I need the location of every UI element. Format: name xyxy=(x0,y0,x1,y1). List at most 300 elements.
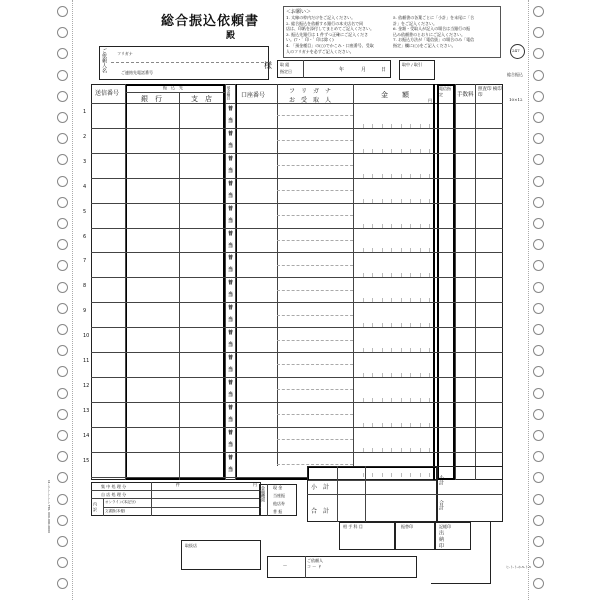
digit-tick xyxy=(391,149,392,153)
row-divider xyxy=(91,128,503,129)
digit-tick xyxy=(363,298,364,302)
row-divider xyxy=(91,153,503,154)
subtotal-label: 小 計 xyxy=(311,484,330,491)
header-seq: 送信番号 xyxy=(95,90,120,97)
digit-tick xyxy=(410,323,411,327)
header-branch: 支 店 xyxy=(191,95,212,103)
digit-tick xyxy=(391,373,392,377)
summary-uchi-label: 内 訳 xyxy=(93,502,98,512)
tractor-hole xyxy=(533,557,544,568)
date-year: 年 xyxy=(339,67,345,73)
digit-tick xyxy=(420,124,421,128)
col-line-type-l xyxy=(225,84,226,480)
furigana-divider xyxy=(277,389,353,390)
summary-row-3 xyxy=(103,507,261,508)
row-number: 9 xyxy=(83,308,87,315)
tractor-hole xyxy=(57,472,68,483)
tractor-hole xyxy=(57,451,68,462)
tractor-hole xyxy=(57,6,68,17)
digit-tick xyxy=(401,199,402,203)
form-title: 総合振込依頼書 xyxy=(161,14,260,29)
summary-row-label-1: 集 中 処 理 分 xyxy=(101,484,127,489)
handling-branch-label: 取扱店 xyxy=(185,543,197,548)
tractor-hole xyxy=(533,48,544,59)
account-type-current[interactable]: 当 xyxy=(228,242,234,249)
tractor-hole xyxy=(533,472,544,483)
tractor-hole xyxy=(57,27,68,38)
account-type-current[interactable]: 当 xyxy=(228,167,234,174)
digit-tick xyxy=(429,398,430,402)
col-line-fee-l xyxy=(455,84,456,480)
digit-tick xyxy=(382,423,383,427)
right-subtotal-divider xyxy=(437,494,503,495)
digit-tick xyxy=(401,448,402,452)
digit-tick xyxy=(420,174,421,178)
digit-tick xyxy=(372,149,373,153)
tractor-hole xyxy=(57,112,68,123)
account-type-current[interactable]: 当 xyxy=(228,416,234,423)
account-type-ordinary[interactable]: 普 xyxy=(228,429,234,436)
note-line: 1. 太線の枠内だけをご記入ください。 xyxy=(286,15,356,20)
note-line: 込み依頼書のとおりにご記入ください。 xyxy=(393,31,465,37)
account-type-current[interactable]: 当 xyxy=(228,391,234,398)
deposit-item-1: 現 金 xyxy=(273,485,283,490)
transfer-stamp-label: 振替印 xyxy=(401,524,413,529)
digit-tick xyxy=(382,174,383,178)
header-bank: 銀 行 xyxy=(141,95,162,103)
digit-tick xyxy=(401,298,402,302)
total-label: 合 計 xyxy=(311,508,330,515)
note-line: 指定」欄に(○)をご記入ください。 xyxy=(393,43,456,48)
tractor-hole xyxy=(57,218,68,229)
row-number: 6 xyxy=(83,233,87,240)
header-amount: 金 額 xyxy=(381,91,409,99)
account-type-ordinary[interactable]: 普 xyxy=(228,454,234,461)
digit-tick xyxy=(410,124,411,128)
tractor-hole xyxy=(533,409,544,420)
date-divider xyxy=(303,60,304,78)
summary-uchi-divider xyxy=(103,498,104,516)
bank-header-split xyxy=(125,92,225,93)
digit-tick xyxy=(410,149,411,153)
digit-tick xyxy=(410,224,411,228)
transfer-request-form xyxy=(47,0,531,600)
digit-tick xyxy=(429,199,430,203)
row-divider xyxy=(91,327,503,328)
digit-tick xyxy=(363,423,364,427)
note-line: い。(ﾏ・ﾞ 印・ﾟ 印は除く) xyxy=(286,37,334,43)
digit-tick xyxy=(401,149,402,153)
digit-tick xyxy=(401,124,402,128)
digit-tick xyxy=(401,423,402,427)
furigana-divider xyxy=(277,140,353,141)
tractor-hole xyxy=(57,324,68,335)
tractor-hole xyxy=(533,133,544,144)
digit-tick xyxy=(372,323,373,327)
row-divider xyxy=(91,203,503,204)
digit-tick xyxy=(372,199,373,203)
digit-tick xyxy=(363,248,364,252)
tractor-hole xyxy=(57,366,68,377)
digit-tick xyxy=(391,273,392,277)
digit-tick xyxy=(401,273,402,277)
requester-code-label: ご依頼人 コ ー ド xyxy=(307,558,323,569)
digit-tick xyxy=(410,398,411,402)
side-size: 10×12 xyxy=(509,97,523,102)
row-number: 14 xyxy=(83,432,90,439)
digit-tick xyxy=(391,174,392,178)
tractor-hole xyxy=(533,218,544,229)
account-type-ordinary[interactable]: 普 xyxy=(228,330,234,337)
row-number: 13 xyxy=(83,407,90,414)
requester-divider xyxy=(111,62,269,63)
fee-subject-label: 相 手 科 目 xyxy=(343,524,363,529)
note-line: 店は、印紙を添付してまとめてご記入ください。 xyxy=(286,26,374,32)
tractor-hole xyxy=(533,91,544,102)
digit-tick xyxy=(420,199,421,203)
account-amount-frame xyxy=(235,84,435,480)
digit-tick xyxy=(410,248,411,252)
digit-tick xyxy=(372,273,373,277)
row-divider xyxy=(91,178,503,179)
account-type-current[interactable]: 当 xyxy=(228,342,234,349)
row-divider xyxy=(91,377,503,378)
digit-tick xyxy=(382,224,383,228)
note-line: 計」をご記入ください。 xyxy=(393,20,437,26)
tractor-hole xyxy=(533,536,544,547)
sama-label: 様 xyxy=(264,61,272,70)
digit-tick xyxy=(410,373,411,377)
account-type-ordinary[interactable]: 普 xyxy=(228,255,234,262)
row-divider xyxy=(91,477,307,478)
digit-tick xyxy=(429,124,430,128)
digit-tick xyxy=(401,323,402,327)
date-day: 日 xyxy=(381,67,387,73)
digit-tick xyxy=(420,373,421,377)
digit-tick xyxy=(391,398,392,402)
digit-tick xyxy=(363,398,364,402)
digit-tick xyxy=(420,398,421,402)
digit-tick xyxy=(391,124,392,128)
deposit-label: 金融機関 xyxy=(261,486,266,502)
account-type-current[interactable]: 当 xyxy=(228,217,234,224)
digit-tick xyxy=(429,224,430,228)
digit-tick xyxy=(401,224,402,228)
digit-tick xyxy=(372,224,373,228)
requester-code-box xyxy=(267,556,417,578)
digit-tick xyxy=(382,199,383,203)
account-type-ordinary[interactable]: 普 xyxy=(228,379,234,386)
row-number: 2 xyxy=(83,133,87,140)
furigana-label: フリガナ xyxy=(117,51,133,56)
summary-row-2 xyxy=(91,498,261,499)
deposit-label-divider xyxy=(267,484,268,516)
tractor-hole xyxy=(57,197,68,208)
account-type-ordinary[interactable]: 普 xyxy=(228,130,234,137)
header-check: 照査印 検印印 xyxy=(478,87,502,98)
digit-tick xyxy=(382,398,383,402)
row-divider xyxy=(91,277,503,278)
digit-tick xyxy=(372,248,373,252)
digit-tick xyxy=(363,149,364,153)
side-bottom: ヒ-ト-ト-ホ-5-ト-5 xyxy=(506,565,531,569)
row-number: 4 xyxy=(83,183,87,190)
row-divider xyxy=(91,402,503,403)
digit-tick xyxy=(363,348,364,352)
digit-tick xyxy=(372,373,373,377)
digit-tick xyxy=(429,323,430,327)
account-type-ordinary[interactable]: 普 xyxy=(228,305,234,312)
digit-tick xyxy=(363,224,364,228)
tractor-hole xyxy=(533,282,544,293)
right-total-label: 合計 xyxy=(438,500,444,510)
header-account-type: 預金種目 xyxy=(227,86,231,100)
summary-row-label-4: 文書扱(本便) xyxy=(105,509,126,513)
digit-tick xyxy=(382,248,383,252)
digit-tick xyxy=(391,323,392,327)
digit-tick xyxy=(391,423,392,427)
digit-tick xyxy=(429,448,430,452)
account-type-current[interactable]: 当 xyxy=(228,292,234,299)
deposit-item-2: 当座振 xyxy=(273,493,285,498)
row-number: 12 xyxy=(83,382,90,389)
header-telegraph: 電信指定 xyxy=(439,86,451,97)
digit-tick xyxy=(410,448,411,452)
digit-tick xyxy=(420,224,421,228)
digit-tick xyxy=(410,199,411,203)
digit-tick xyxy=(363,199,364,203)
digit-tick xyxy=(382,273,383,277)
row-number: 15 xyxy=(83,457,90,464)
subtotal-label-divider xyxy=(337,466,338,522)
digit-tick xyxy=(420,248,421,252)
bank-branch-frame xyxy=(125,84,225,480)
furigana-divider xyxy=(277,439,353,440)
digit-tick xyxy=(401,398,402,402)
tractor-hole xyxy=(533,515,544,526)
digit-tick xyxy=(372,174,373,178)
row-divider xyxy=(91,252,503,253)
furigana-divider xyxy=(277,340,353,341)
digit-tick xyxy=(382,373,383,377)
digit-tick xyxy=(363,124,364,128)
account-type-current[interactable]: 当 xyxy=(228,192,234,199)
digit-tick xyxy=(401,348,402,352)
tractor-hole xyxy=(57,557,68,568)
account-type-ordinary[interactable]: 普 xyxy=(228,106,234,112)
furigana-divider xyxy=(277,414,353,415)
account-type-current[interactable]: 当 xyxy=(228,142,234,149)
frame-bottom-thick xyxy=(235,478,307,480)
tractor-hole xyxy=(533,112,544,123)
note-line: 3. 振込先銀行は 1 件ずつ正確にご記入くださ xyxy=(286,31,369,37)
digit-tick xyxy=(382,323,383,327)
header-account-no: 口座番号 xyxy=(241,92,266,99)
furigana-divider xyxy=(277,240,353,241)
note-line: 7. お振込方法が「電信扱」の場合のみ「電信 xyxy=(393,37,475,43)
header-fee: 手数料 xyxy=(457,92,474,98)
digit-tick xyxy=(410,423,411,427)
tractor-hole xyxy=(533,324,544,335)
digit-tick xyxy=(372,348,373,352)
furigana-divider xyxy=(277,364,353,365)
digit-tick xyxy=(410,174,411,178)
tractor-hole xyxy=(57,239,68,250)
digit-tick xyxy=(372,124,373,128)
tractor-hole xyxy=(57,70,68,81)
left-perforation xyxy=(72,0,73,600)
tractor-hole xyxy=(533,345,544,356)
tractor-hole xyxy=(57,430,68,441)
digit-tick xyxy=(391,448,392,452)
digit-tick xyxy=(401,373,402,377)
furigana-divider xyxy=(277,190,353,191)
row-divider xyxy=(91,302,503,303)
furigana-divider xyxy=(277,115,353,116)
digit-tick xyxy=(363,323,364,327)
tractor-hole xyxy=(533,6,544,17)
col-line-fee-r xyxy=(475,84,476,480)
right-perforation xyxy=(528,0,529,600)
digit-tick xyxy=(420,298,421,302)
digit-tick xyxy=(382,124,383,128)
tractor-hole xyxy=(57,409,68,420)
account-type-current[interactable]: 当 xyxy=(228,441,234,448)
digit-tick xyxy=(391,248,392,252)
note-line: 5. 依頼書の各葉ごとに「小計」を末尾に「合 xyxy=(393,15,475,20)
digit-tick xyxy=(382,298,383,302)
deposit-item-3: 他店券 xyxy=(273,501,285,506)
tractor-hole xyxy=(533,197,544,208)
telegraph-frame xyxy=(437,84,455,480)
digit-tick xyxy=(372,298,373,302)
side-code: 247 xyxy=(512,48,520,53)
digit-tick xyxy=(420,348,421,352)
tractor-hole xyxy=(57,260,68,271)
account-type-ordinary[interactable]: 普 xyxy=(228,230,234,237)
digit-tick xyxy=(410,348,411,352)
account-type-current[interactable]: 当 xyxy=(228,118,234,124)
furigana-divider xyxy=(277,315,353,316)
row-number: 5 xyxy=(83,208,87,215)
header-bank-group: 振 込 先 xyxy=(163,85,183,90)
tractor-hole xyxy=(533,366,544,377)
date-label-2: 指定日 xyxy=(280,69,292,74)
tractor-hole xyxy=(533,70,544,81)
tractor-hole xyxy=(57,282,68,293)
tractor-hole xyxy=(57,48,68,59)
left-margin-text: 11-ヒ-ト-ト-ト-ト TEL 000-000-0000 xyxy=(47,480,51,534)
digit-tick xyxy=(420,323,421,327)
furigana-divider xyxy=(277,290,353,291)
account-type-current[interactable]: 当 xyxy=(228,367,234,373)
digit-tick xyxy=(363,273,364,277)
account-type-current[interactable]: 当 xyxy=(228,317,234,324)
digit-tick xyxy=(429,149,430,153)
account-type-ordinary[interactable]: 普 xyxy=(228,280,234,287)
requester-label: ご依頼人名 xyxy=(101,48,107,73)
digit-tick xyxy=(391,224,392,228)
digit-tick xyxy=(372,448,373,452)
digit-tick xyxy=(363,174,364,178)
furigana-divider xyxy=(277,265,353,266)
tractor-hole xyxy=(533,388,544,399)
digit-tick xyxy=(420,149,421,153)
phone-label: ご連絡先電話番号 xyxy=(121,70,153,75)
note-line: 4. 「預金種目」の(○)でかこみ・口座番号、受取 xyxy=(286,43,374,48)
account-type-ordinary[interactable]: 普 xyxy=(228,404,234,411)
digit-tick xyxy=(391,348,392,352)
header-yen: 円 xyxy=(428,98,432,103)
furigana-divider xyxy=(277,165,353,166)
digit-tick xyxy=(429,248,430,252)
digit-tick xyxy=(429,273,430,277)
summary-row-label-2: 自 店 処 理 分 xyxy=(101,492,127,497)
row-number: 1 xyxy=(83,109,87,115)
tractor-hole xyxy=(57,303,68,314)
row-number: 7 xyxy=(83,258,87,265)
digit-tick xyxy=(420,273,421,277)
account-type-ordinary[interactable]: 普 xyxy=(228,180,234,187)
row-number: 10 xyxy=(83,333,90,340)
tractor-hole xyxy=(533,27,544,38)
row-divider xyxy=(91,228,503,229)
tractor-hole xyxy=(533,430,544,441)
account-type-current[interactable]: 当 xyxy=(228,466,234,473)
tractor-hole xyxy=(57,578,68,589)
note-line: 人のフリガナを必ずご記入ください。 xyxy=(286,48,354,54)
subtotal-total-divider xyxy=(307,494,437,495)
notes-title: ＜お願い＞ xyxy=(286,9,312,15)
tractor-hole xyxy=(533,494,544,505)
digit-tick xyxy=(410,298,411,302)
designated-date-box[interactable] xyxy=(277,60,391,78)
col-line-bank xyxy=(179,92,180,480)
tractor-hole xyxy=(57,494,68,505)
col-line-payee xyxy=(353,84,354,466)
row-number: 8 xyxy=(83,283,87,290)
row-divider xyxy=(91,352,503,353)
digit-tick xyxy=(429,174,430,178)
digit-tick xyxy=(420,423,421,427)
deposit-item-4: 普 振 xyxy=(273,509,283,514)
date-month: 月 xyxy=(361,67,367,73)
furigana-divider xyxy=(277,464,353,465)
subtotal-ken-divider xyxy=(365,466,366,522)
digit-tick xyxy=(363,373,364,377)
tractor-hole xyxy=(57,176,68,187)
tractor-hole xyxy=(57,388,68,399)
account-type-ordinary[interactable]: 普 xyxy=(228,355,234,361)
summary-label-divider xyxy=(151,482,152,516)
addressee-suffix: 殿 xyxy=(226,31,236,41)
account-type-ordinary[interactable]: 普 xyxy=(228,205,234,212)
digit-tick xyxy=(363,448,364,452)
note-line: 6. 金額・受取人が記入の場合は当銀行の振 xyxy=(393,26,471,32)
digit-tick xyxy=(382,348,383,352)
summary-ken: 件 xyxy=(176,482,180,487)
digit-tick xyxy=(401,174,402,178)
digit-tick xyxy=(372,423,373,427)
digit-tick xyxy=(429,298,430,302)
receipt-stamp-label: 出 納 印 xyxy=(438,530,444,549)
header-furigana: フ リ ガ ナ xyxy=(289,88,332,95)
date-label-1: 取 組 xyxy=(280,62,290,67)
tractor-hole xyxy=(533,176,544,187)
account-type-ordinary[interactable]: 普 xyxy=(228,155,234,162)
account-type-current[interactable]: 当 xyxy=(228,267,234,274)
digit-tick xyxy=(429,348,430,352)
